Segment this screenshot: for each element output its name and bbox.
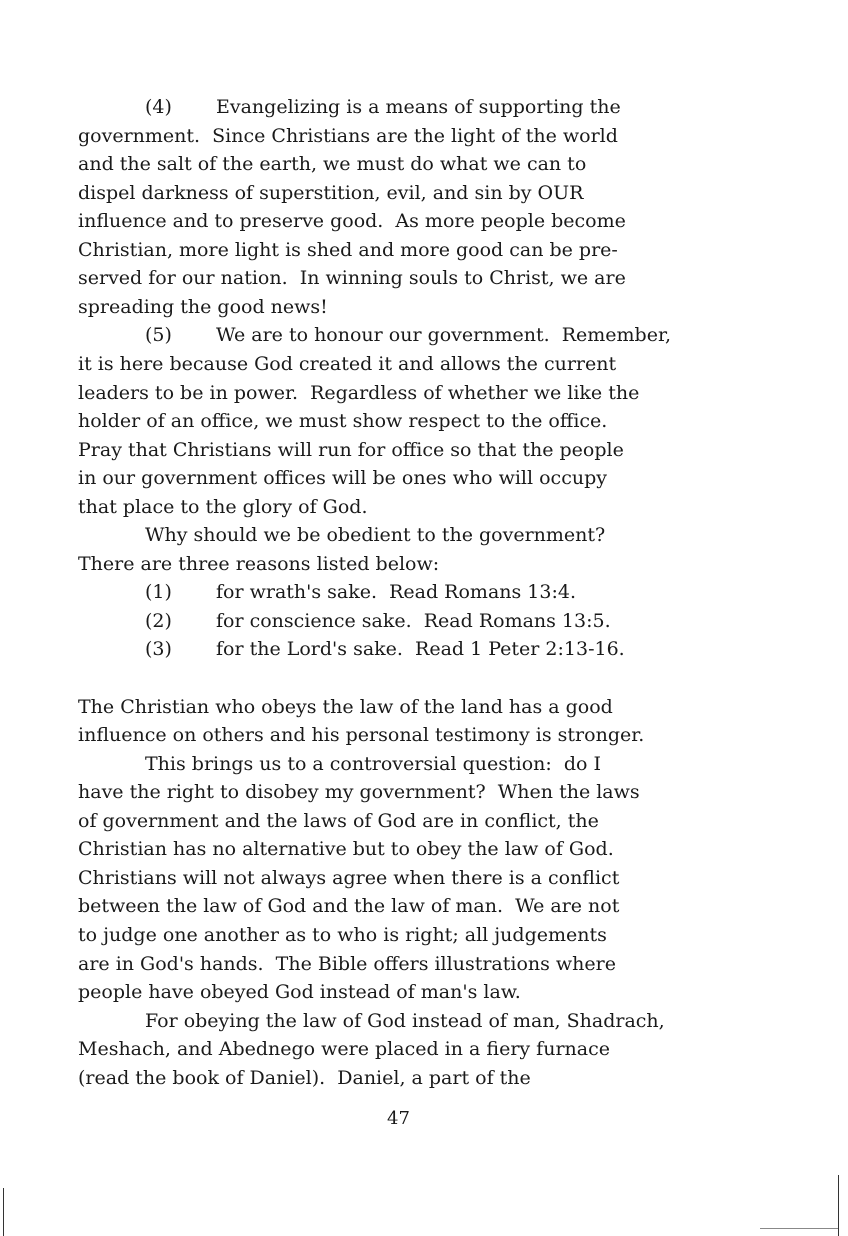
- scan-edge-left: [3, 1188, 4, 1236]
- scan-edge-right: [838, 1175, 839, 1236]
- text-line: holder of an office, we must show respect to the office.: [78, 410, 608, 433]
- text-line: government. Since Christians are the light of the world: [78, 124, 618, 147]
- item-number: (5): [145, 324, 172, 347]
- text-line: have the right to disobey my government? When the laws: [78, 781, 640, 804]
- text-line: leaders to be in power. Regardless of whether we like the: [78, 381, 640, 404]
- text-line: that place to the glory of God.: [78, 495, 368, 518]
- text-line: between the law of God and the law of man. We are not: [78, 895, 620, 918]
- item-text: Evangelizing is a means of supporting the: [216, 96, 621, 118]
- text-line: it is here because God created it and allows the current: [78, 352, 617, 375]
- item-text: for the Lord's sake. Read 1 Peter 2:13-16.: [216, 638, 625, 661]
- page-number: 47: [387, 1108, 410, 1129]
- text-line: There are three reasons listed below:: [78, 552, 440, 575]
- text-line: The Christian who obeys the law of the land has a good: [78, 695, 613, 718]
- text-line: are in God's hands. The Bible offers illustrations where: [78, 952, 616, 975]
- text-line: in our government offices will be ones who will occupy: [78, 467, 607, 490]
- text-line: influence and to preserve good. As more people become: [78, 210, 626, 233]
- item-text: for wrath's sake. Read Romans 13:4.: [216, 581, 577, 604]
- text-line: For obeying the law of God instead of man, Shadrach,: [145, 1009, 665, 1032]
- text-line: Meshach, and Abednego were placed in a fiery furnace: [78, 1038, 610, 1061]
- scan-edge-bottom: [760, 1228, 838, 1229]
- item-number: (1): [145, 581, 172, 604]
- text-line: to judge one another as to who is right; all judgements: [78, 923, 607, 946]
- text-line: of government and the laws of God are in conflict, the: [78, 809, 599, 832]
- text-line: spreading the good news!: [78, 295, 328, 318]
- text-line: and the salt of the earth, we must do what we can to: [78, 153, 587, 176]
- text-line: served for our nation. In winning souls to Christ, we are: [78, 267, 626, 290]
- item-number: (4): [145, 96, 172, 118]
- text-line: Pray that Christians will run for office so that the people: [78, 438, 624, 461]
- text-line: dispel darkness of superstition, evil, and sin by OUR: [78, 181, 584, 204]
- text-line: Christian has no alternative but to obey the law of God.: [78, 838, 614, 861]
- text-line: Why should we be obedient to the government?: [145, 524, 606, 547]
- text-line: This brings us to a controversial question: do I: [145, 752, 602, 775]
- text-line: people have obeyed God instead of man's law.: [78, 981, 521, 1004]
- text-line: influence on others and his personal testimony is stronger.: [78, 724, 645, 747]
- text-line: Christian, more light is shed and more good can be pre-: [78, 238, 618, 261]
- text-line: Christians will not always agree when there is a conflict: [78, 866, 620, 889]
- item-number: (3): [145, 638, 172, 661]
- item-text: We are to honour our government. Remember,: [216, 324, 671, 347]
- item-number: (2): [145, 609, 172, 632]
- item-text: for conscience sake. Read Romans 13:5.: [216, 609, 611, 632]
- text-line: (read the book of Daniel). Daniel, a part of the: [78, 1066, 531, 1089]
